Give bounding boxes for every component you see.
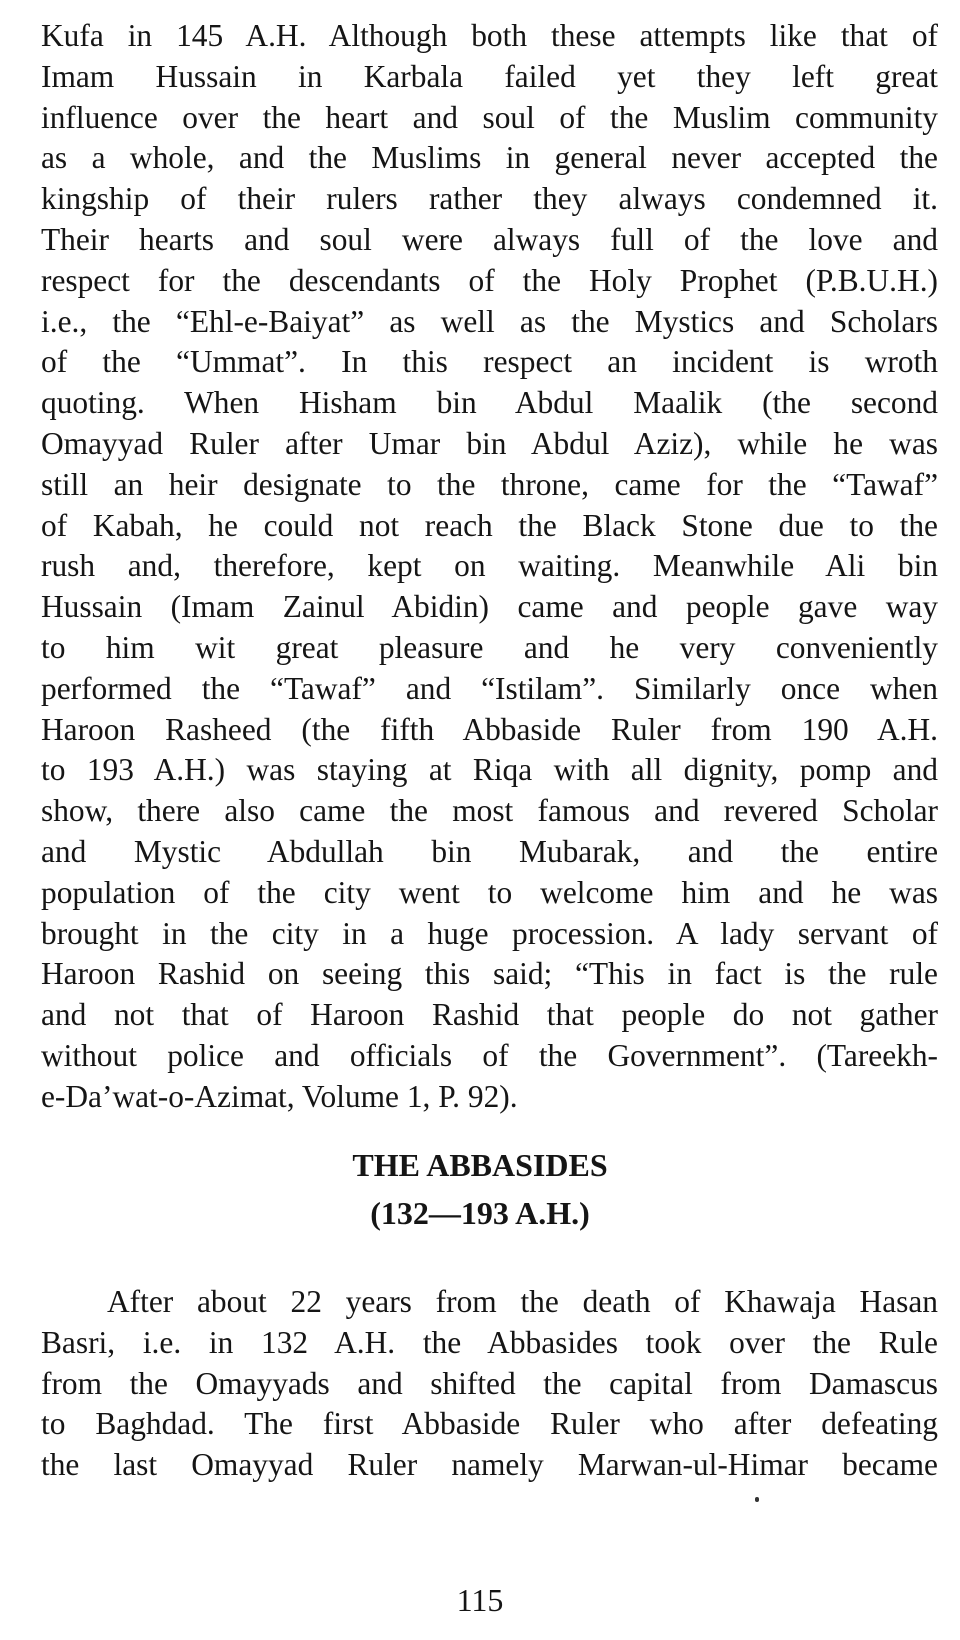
text-line: population of the city went to welcome him and he was xyxy=(41,874,938,910)
text-line: e-Da’wat-o-Azimat, Volume 1, P. 92). xyxy=(41,1078,518,1114)
text-line: quoting. When Hisham bin Abdul Maalik (the second xyxy=(41,385,938,421)
text-line: from the Omayyads and shifted the capital from Damascus xyxy=(41,1365,938,1401)
paragraph-1 xyxy=(41,16,938,1118)
section-heading: THE ABBASIDES xyxy=(352,1147,608,1183)
page-number: 115 xyxy=(456,1582,504,1618)
text-line: i.e., the “Ehl-e-Baiyat” as well as the Mystics and Scholars xyxy=(41,303,938,339)
paragraph-2 xyxy=(41,1282,938,1486)
text-line: Haroon Rashid on seeing this said; “This in fact is the rule xyxy=(41,956,938,992)
section-subheading: (132—193 A.H.) xyxy=(370,1195,590,1231)
text-line: rush and, therefore, kept on waiting. Meanwhile Ali bin xyxy=(41,548,938,584)
text-line: Omayyad Ruler after Umar bin Abdul Aziz), while he was xyxy=(41,425,938,461)
text-line: Basri, i.e. in 132 A.H. the Abbasides took over the Rule xyxy=(41,1324,938,1360)
scan-speck xyxy=(755,1497,759,1502)
text-line: performed the “Tawaf” and “Istilam”. Similarly once when xyxy=(41,670,938,706)
text-line: Kufa in 145 A.H. Although both these attempts like that of xyxy=(41,18,938,53)
text-line: Haroon Rasheed (the fifth Abbaside Ruler from 190 A.H. xyxy=(41,711,938,747)
text-line: influence over the heart and soul of the Muslim community xyxy=(41,99,938,135)
text-line: of Kabah, he could not reach the Black Stone due to the xyxy=(41,507,938,543)
text-line: without police and officials of the Government”. (Tareekh- xyxy=(41,1037,938,1073)
text-line: to 193 A.H.) was staying at Riqa with all dignity, pomp and xyxy=(41,752,938,788)
text-line: to Baghdad. The first Abbaside Ruler who after defeating xyxy=(41,1406,938,1442)
text-line: After about 22 years from the death of Khawaja Hasan xyxy=(107,1284,938,1319)
text-line: Their hearts and soul were always full of the love and xyxy=(41,221,938,257)
text-line: as a whole, and the Muslims in general never accepted the xyxy=(41,140,938,176)
text-line: Hussain (Imam Zainul Abidin) came and people gave way xyxy=(41,589,938,625)
text-line: still an heir designate to the throne, came for the “Tawaf” xyxy=(41,466,938,502)
text-line: Imam Hussain in Karbala failed yet they left great xyxy=(41,58,938,94)
text-line: the last Omayyad Ruler namely Marwan-ul-Himar became xyxy=(41,1447,938,1483)
text-line: and not that of Haroon Rashid that people do not gather xyxy=(41,997,938,1033)
text-line: respect for the descendants of the Holy Prophet (P.B.U.H.) xyxy=(41,262,938,298)
text-line: show, there also came the most famous and revered Scholar xyxy=(41,793,938,829)
text-line: and Mystic Abdullah bin Mubarak, and the entire xyxy=(41,833,938,869)
text-line: of the “Ummat”. In this respect an incident is wroth xyxy=(41,344,938,380)
text-line: to him wit great pleasure and he very conveniently xyxy=(41,629,938,665)
text-line: brought in the city in a huge procession. A lady servant of xyxy=(41,915,938,951)
text-line: kingship of their rulers rather they always condemned it. xyxy=(41,181,938,217)
